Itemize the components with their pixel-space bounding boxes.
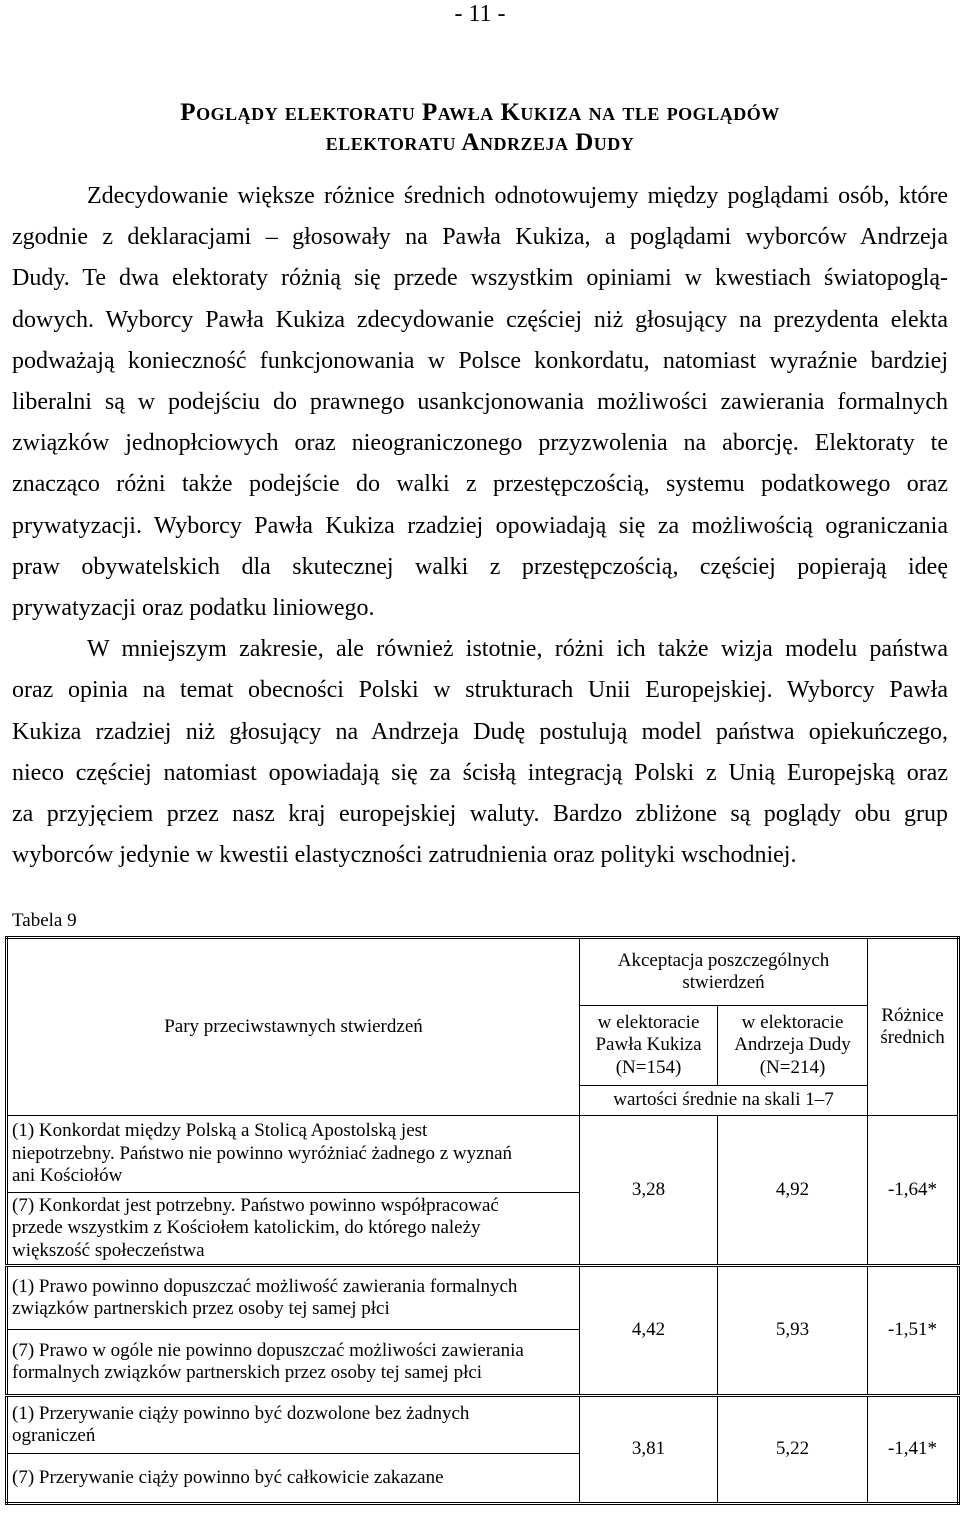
text-line: Kukiza rzadziej niż głosujący na Andrzeja Dudę postulują model państwa opiekuńczego,	[12, 718, 948, 745]
header-pairs-cell	[7, 938, 580, 1116]
paragraph	[12, 176, 948, 629]
header-difference-cell	[868, 938, 959, 1116]
statement-7-cell	[7, 1330, 580, 1396]
header-acceptance-cell	[580, 938, 868, 1006]
statement-line: formalnych związków partnerskich przez osoby tej samej płci	[12, 1362, 483, 1383]
header-text: w elektoracie	[597, 1011, 700, 1033]
table-row	[7, 1266, 959, 1330]
difference-value: -1,41*	[868, 1396, 959, 1504]
header-scale-cell	[580, 1086, 868, 1116]
text-line: znacząco różni także podejście do walki z przestępczością, systemu podatkowego oraz	[12, 471, 948, 498]
statement-line: przede wszystkim z Kościołem katolickim, do którego należy	[12, 1217, 481, 1239]
header-text: (N=154)	[615, 1056, 682, 1078]
section-title-line: Poglądy elektoratu Pawła Kukiza na tle poglądów	[180, 99, 780, 126]
header-text: (N=214)	[759, 1056, 826, 1078]
text-line: podważają konieczność funkcjonowania w Polsce konkordatu, natomiast wyraźnie bardziej	[12, 347, 948, 374]
text-line: dowych. Wyborcy Pawła Kukiza zdecydowanie częściej niż głosujący na prezydenta elekta	[12, 306, 948, 333]
statement-1-cell	[7, 1396, 580, 1454]
statement-line: ani Kościołów	[12, 1165, 123, 1187]
kukiz-value: 3,81	[580, 1396, 718, 1504]
header-text: stwierdzeń	[682, 972, 765, 993]
statement-line: (7) Prawo w ogóle nie powinno dopuszczać możliwości zawierania	[12, 1339, 524, 1361]
text-line: Dudy. Te dwa elektoraty różnią się przede wszystkim opiniami w kwestiach światopoglą-	[12, 265, 948, 292]
comparison-table	[5, 936, 960, 1505]
statement-7-cell	[7, 1193, 580, 1266]
text-line: Zdecydowanie większe różnice średnich odnotowujemy między poglądami osób, które	[87, 183, 948, 209]
statement-line: (7) Przerywanie ciąży powinno być całkowicie zakazane	[12, 1466, 444, 1488]
statement-1-cell	[7, 1116, 580, 1193]
section-title-line: elektoratu Andrzeja Dudy	[325, 129, 635, 156]
statement-line: niepotrzebny. Państwo nie powinno wyróżniać żadnego z wyznań	[12, 1142, 513, 1164]
table-header-row	[7, 938, 959, 1006]
page-number: - 11 -	[454, 1, 506, 27]
text-line: nieco częściej natomiast opowiadają się za ścisłą integracją Polski z Unią Europejską oraz	[12, 759, 948, 786]
paragraph	[12, 629, 948, 876]
header-text: Pary przeciwstawnych stwierdzeń	[164, 1015, 423, 1037]
text-line: praw obywatelskich dla skutecznej walki z przestępczością, częściej popierają ideę	[12, 553, 948, 580]
kukiz-value: 3,28	[580, 1116, 718, 1266]
statement-line: związków partnerskich przez osoby tej samej płci	[12, 1298, 390, 1319]
body-text	[12, 176, 948, 876]
header-text: wartości średnie na skali 1–7	[613, 1089, 834, 1111]
statement-1-cell	[7, 1266, 580, 1330]
text-line: liberalni są w podejściu do prawnego usankcjonowania możliwości zawierania formalnych	[12, 389, 948, 416]
statement-line: (1) Konkordat między Polską a Stolicą Apostolską jest	[12, 1120, 428, 1142]
text-line: prywatyzacji oraz podatku liniowego.	[12, 595, 375, 622]
text-line: zgodnie z deklaracjami – głosowały na Pawła Kukiza, a poglądami wyborców Andrzeja	[12, 224, 948, 251]
text-line: wyborców jedynie w kwestii elastyczności zatrudnienia oraz polityki wschodniej.	[12, 842, 797, 869]
duda-value: 5,22	[718, 1396, 868, 1504]
statement-line: (7) Konkordat jest potrzebny. Państwo powinno współpracować	[12, 1194, 499, 1216]
header-text: w elektoracie	[741, 1011, 844, 1033]
header-kukiz-cell	[580, 1006, 718, 1086]
difference-value: -1,64*	[868, 1116, 959, 1266]
text-line: za przyjęciem przez nasz kraj europejskiej waluty. Bardzo zbliżone są poglądy obu grup	[12, 801, 948, 828]
header-text: Akceptacja poszczególnych	[617, 949, 830, 971]
table-caption: Tabela 9	[12, 910, 77, 931]
text-line: prywatyzacji. Wyborcy Pawła Kukiza rzadziej opowiadają się za możliwością ograniczania	[12, 512, 948, 539]
kukiz-value: 4,42	[580, 1266, 718, 1396]
duda-value: 5,93	[718, 1266, 868, 1396]
header-duda-cell	[718, 1006, 868, 1086]
statement-7-cell	[7, 1454, 580, 1504]
statement-line: (1) Prawo powinno dopuszczać możliwość zawierania formalnych	[12, 1275, 518, 1297]
table-row	[7, 1396, 959, 1454]
statement-line: większość społeczeństwa	[12, 1239, 205, 1261]
section-title	[0, 98, 960, 158]
header-text: Różnice	[881, 1004, 944, 1026]
duda-value: 4,92	[718, 1116, 868, 1266]
text-line: W mniejszym zakresie, ale również istotnie, różni ich także wizja modelu państwa	[87, 636, 948, 663]
statement-line: (1) Przerywanie ciąży powinno być dozwolone bez żadnych	[12, 1402, 470, 1424]
header-text: Andrzeja Dudy	[734, 1034, 851, 1056]
statement-line: ograniczeń	[12, 1425, 96, 1446]
header-text: Pawła Kukiza	[595, 1034, 702, 1056]
table-row	[7, 1116, 959, 1193]
header-text: średnich	[880, 1027, 945, 1048]
text-line: związków jednopłciowych oraz nieograniczonego przyzwolenia na aborcję. Elektoraty te	[12, 430, 948, 457]
difference-value: -1,51*	[868, 1266, 959, 1396]
text-line: oraz opinia na temat obecności Polski w strukturach Unii Europejskiej. Wyborcy Pawła	[12, 677, 948, 704]
